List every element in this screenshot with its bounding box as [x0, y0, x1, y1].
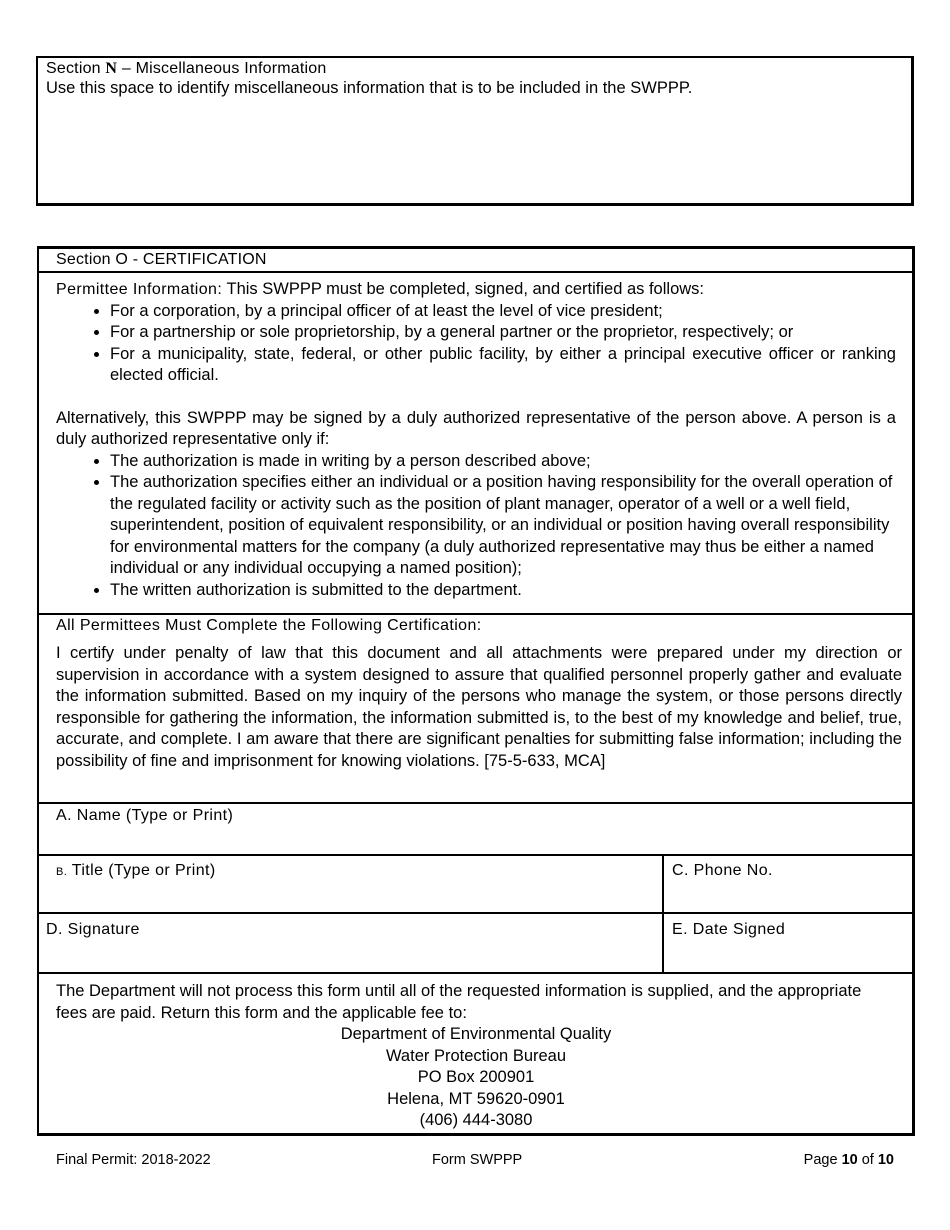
section-n-title: Section N – Miscellaneous Information	[46, 60, 327, 77]
alternative-text: Alternatively, this SWPPP may be signed by a duly authorized representative of the person above. A person is a duly authorized representative only if:	[56, 408, 896, 448]
submission-instructions: The Department will not process this form until all of the requested information is supplied, and the appropriate fees are paid. Return this form and the applicable fee to:	[56, 982, 862, 1022]
representative-list	[56, 451, 896, 602]
phone-label: C. Phone No.	[672, 862, 773, 879]
title-label-prefix: B.	[56, 866, 68, 878]
permittee-label: Permittee Information:	[56, 281, 223, 298]
title-label: Title (Type or Print)	[67, 862, 216, 879]
permittee-information	[56, 279, 896, 601]
list-item: • For a partnership or sole proprietorship, by a general partner or the proprietor, respectively; or	[110, 322, 896, 344]
title-field[interactable]	[38, 856, 662, 912]
mailing-address	[56, 1024, 896, 1132]
section-o-title: Section O - CERTIFICATION	[56, 251, 267, 268]
certification-block	[56, 617, 902, 772]
name-label: A. Name (Type or Print)	[56, 807, 234, 824]
address-line: Helena, MT 59620-0901	[387, 1089, 565, 1108]
date-signed-label: E. Date Signed	[672, 921, 786, 938]
signature-label: D. Signature	[46, 921, 140, 938]
address-line: Department of Environmental Quality	[340, 1025, 612, 1043]
phone-field[interactable]	[664, 856, 914, 912]
list-item: • The written authorization is submitted to the department.	[110, 580, 896, 602]
permittee-intro: This SWPPP must be completed, signed, and certified as follows:	[222, 280, 704, 298]
section-n-text: Use this space to identify miscellaneous information that is to be included in the SWPPP.	[46, 79, 693, 97]
footer-page-number: Page 10 of 10	[803, 1152, 894, 1168]
footer-permit: Final Permit: 2018-2022	[56, 1152, 211, 1168]
signer-list	[56, 301, 896, 387]
address-line: (406) 444-3080	[419, 1111, 533, 1129]
list-item: • The authorization specifies either an individual or a position having responsibility for the overall operation of the regulated facility or activity such as the position of plant manager, operator of a well or a well field, superintendent, position of equivalent responsibility, or an individual or position having overall responsibility for environmental matters for the company (a duly authorized representative may thus be either a named individual or any individual occupying a named position);	[110, 472, 896, 580]
signature-field[interactable]	[38, 914, 662, 972]
list-item: • For a corporation, by a principal officer of at least the level of vice president;	[110, 301, 896, 323]
submission-block	[56, 981, 896, 1132]
address-line: PO Box 200901	[417, 1068, 535, 1086]
date-signed-field[interactable]	[664, 914, 914, 972]
list-item: • The authorization is made in writing by a person described above;	[110, 451, 896, 473]
address-line: Water Protection Bureau	[385, 1046, 567, 1065]
list-item: • For a municipality, state, federal, or other public facility, by either a principal executive officer or ranking elected official.	[110, 344, 896, 387]
section-n-box	[36, 56, 914, 206]
name-field[interactable]	[38, 804, 914, 854]
certification-heading: All Permittees Must Complete the Following Certification:	[56, 617, 482, 634]
certification-text: I certify under penalty of law that this document and all attachments were prepared under my direction or supervision in accordance with a system designed to assure that qualified personnel properly gather and evaluate the information submitted. Based on my inquiry of the persons who manage the system, or those persons directly responsible for gathering the information, the information submitted is, to the best of my knowledge and belief, true, accurate, and complete. I am aware that there are significant penalties for submitting false information; including the possibility of fine and imprisonment for knowing violations. [75-5-633, MCA]	[56, 644, 902, 770]
footer-form: Form SWPPP	[432, 1152, 523, 1168]
